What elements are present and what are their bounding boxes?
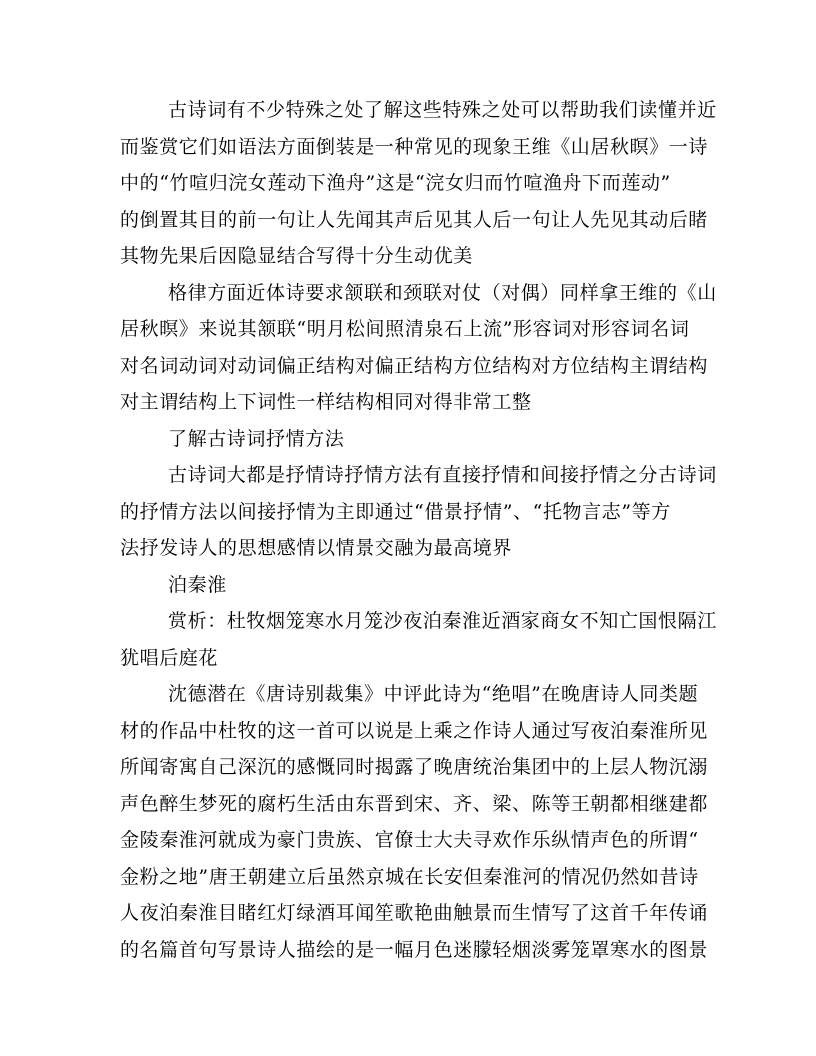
paragraph-line: 古诗词有不少特殊之处了解这些特殊之处可以帮助我们读懂并近 (168, 99, 717, 121)
paragraph-line: 金陵秦淮河就成为豪门贵族、官僚士大夫寻欢作乐纵情声色的所谓“ (120, 829, 699, 851)
paragraph-line: 材的作品中杜牧的这一首可以说是上乘之作诗人通过写夜泊秦淮所见 (120, 720, 709, 742)
paragraph-line: 的名篇首句写景诗人描绘的是一幅月色迷朦轻烟淡雾笼罩寒水的图景 (120, 939, 709, 961)
paragraph-line: 人夜泊秦淮目睹红灯绿酒耳闻笙歌艳曲触景而生情写了这首千年传诵 (120, 902, 709, 924)
paragraph-line: 法抒发诗人的思想感情以情景交融为最高境界 (120, 537, 513, 559)
paragraph-line: 居秋暝》来说其颔联“明月松间照清泉石上流”形容词对形容词名词 (120, 318, 690, 340)
paragraph-line: 金粉之地”唐王朝建立后虽然京城在长安但秦淮河的情况仍然如昔诗 (120, 866, 699, 888)
paragraph-line: 所闻寄寓自己深沉的感慨同时揭露了晚唐统治集团中的上层人物沉溺 (120, 756, 709, 778)
paragraph-line: 的倒置其目的前一句让人先闻其声后见其人后一句让人先见其动后睹 (120, 209, 709, 231)
paragraph-line: 的抒情方法以间接抒情为主即通过“借景抒情”、“托物言志”等方 (120, 501, 671, 523)
poem-title: 泊秦淮 (168, 574, 227, 596)
section-heading: 了解古诗词抒情方法 (168, 428, 345, 450)
paragraph-line: 对名词动词对动词偏正结构对偏正结构方位结构对方位结构主谓结构 (120, 355, 709, 377)
paragraph-line: 犹唱后庭花 (120, 647, 219, 669)
paragraph-line: 其物先果后因隐显结合写得十分生动优美 (120, 245, 473, 267)
paragraph-line: 声色醉生梦死的腐朽生活由东晋到宋、齐、梁、陈等王朝都相继建都 (120, 793, 709, 815)
paragraph-line: 格律方面近体诗要求颔联和颈联对仗（对偶）同样拿王维的《山 (168, 282, 717, 304)
paragraph-line: 对主谓结构上下词性一样结构相同对得非常工整 (120, 391, 532, 413)
paragraph-line: 沈德潜在《唐诗别裁集》中评此诗为“绝唱”在晚唐诗人同类题 (168, 683, 699, 705)
paragraph-line: 赏析：杜牧烟笼寒水月笼沙夜泊秦淮近酒家商女不知亡国恨隔江 (168, 610, 717, 632)
paragraph-line: 而鉴赏它们如语法方面倒装是一种常见的现象王维《山居秋暝》一诗 (120, 136, 709, 158)
paragraph-line: 古诗词大都是抒情诗抒情方法有直接抒情和间接抒情之分古诗词 (168, 464, 717, 486)
paragraph-line: 中的“竹喧归浣女莲动下渔舟”这是“浣女归而竹喧渔舟下而莲动” (120, 172, 671, 194)
